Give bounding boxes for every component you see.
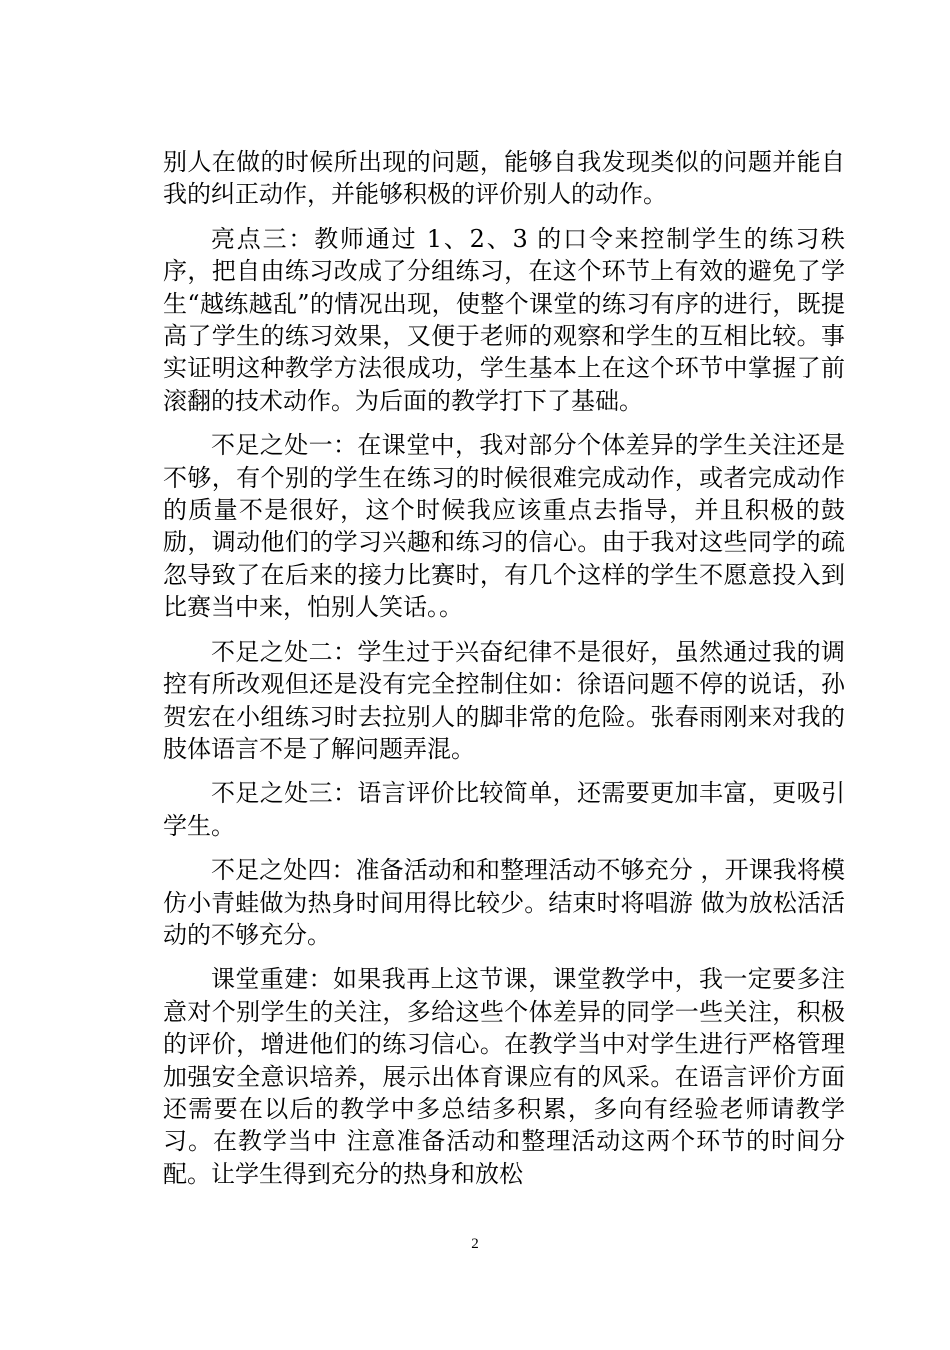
paragraph-shortcoming-two: 不足之处二：学生过于兴奋纪律不是很好，虽然通过我的调控有所改观但还是没有完全控制住如：徐语问题不停的说话，孙贺宏在小组练习时去拉别人的脚非常的危险。张春雨刚来对我的肢体语言不是了解问题弄混。 bbox=[163, 637, 845, 763]
page-number: 2 bbox=[471, 1236, 479, 1252]
document-body bbox=[163, 146, 845, 1202]
paragraph-continuation: 别人在做的时候所出现的问题，能够自我发现类似的问题并能自我的纠正动作，并能够积极的评价别人的动作。 bbox=[163, 148, 845, 209]
paragraph-shortcoming-one: 不足之处一：在课堂中，我对部分个体差异的学生关注还是不够，有个别的学生在练习的时候很难完成动作，或者完成动作的质量不是很好，这个时候我应该重点去指导，并且积极的鼓励，调动他们的学习兴趣和练习的信心。由于我对这些同学的疏忽导致了在后来的接力比赛时，有几个这样的学生不愿意投入到比赛当中来，怕别人笑话。。 bbox=[163, 431, 845, 622]
paragraph-highlight-three: 亮点三：教师通过 1、2、3 的口令来控制学生的练习秩序，把自由练习改成了分组练习，在这个环节上有效的避免了学生“越练越乱”的情况出现，使整个课堂的练习有序的进行，既提高了学生的练习效果，又便于老师的观察和学生的互相比较。事实证明这种教学方法很成功，学生基本上在这个环节中掌握了前滚翻的技术动作。为后面的教学打下了基础。 bbox=[163, 224, 845, 415]
paragraph-class-rebuild: 课堂重建：如果我再上这节课，课堂教学中，我一定要多注意对个别学生的关注，多给这些个体差异的同学一些关注，积极的评价，增进他们的练习信心。在教学当中对学生进行严格管理加强安全意识培养，展示出体育课应有的风采。在语言评价方面还需要在以后的教学中多总结多积累，多向有经验老师请教学习。在教学当中 注意准备活动和整理活动这两个环节的时间分配。让学生得到充分的热身和放松 bbox=[163, 965, 845, 1188]
paragraph-shortcoming-four: 不足之处四：准备活动和和整理活动不够充分 ，开课我将模仿小青蛙做为热身时间用得比较少。结束时将唱游 做为放松活活动的不够充分。 bbox=[163, 856, 845, 949]
paragraph-shortcoming-three: 不足之处三：语言评价比较简单，还需要更加丰富，更吸引学生。 bbox=[163, 779, 845, 840]
